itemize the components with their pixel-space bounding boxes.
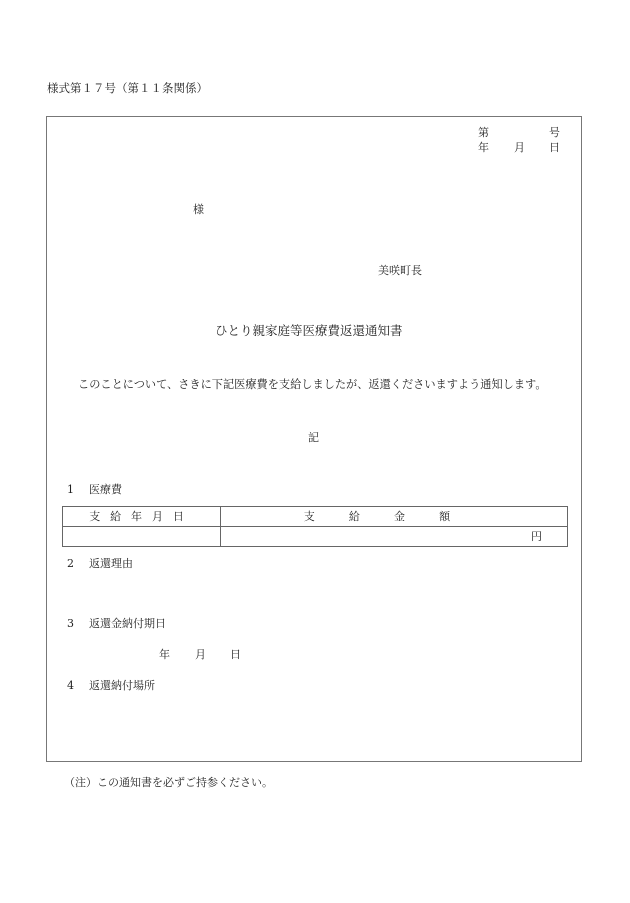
yen-unit: 円 <box>531 529 542 543</box>
due-date-year: 年 <box>159 648 170 661</box>
header-payment-amount: 支給金額 <box>221 507 568 527</box>
table-row <box>63 527 568 547</box>
section-4-label: 返還納付場所 <box>89 679 155 692</box>
section-2-label: 返還理由 <box>89 557 133 570</box>
number-suffix: 号 <box>549 126 560 139</box>
medical-expense-table <box>62 506 568 547</box>
issuer-name: 美咲町長 <box>378 264 422 277</box>
document-title: ひとり親家庭等医療費返還通知書 <box>215 323 403 338</box>
ki-label: 記 <box>308 431 319 444</box>
section-2-number: 2 <box>67 557 74 570</box>
footnote: （注）この通知書を必ずご持参ください。 <box>64 776 273 789</box>
due-date-day: 日 <box>230 648 241 661</box>
section-1-label: 医療費 <box>89 483 122 496</box>
payment-date-cell[interactable] <box>63 527 221 547</box>
section-3-number: 3 <box>67 617 74 630</box>
header-payment-date: 支給年月日 <box>63 507 221 527</box>
form-number: 様式第１７号（第１１条関係） <box>47 81 208 95</box>
section-4-number: 4 <box>67 679 74 692</box>
table-header-row <box>63 507 568 527</box>
payment-amount-cell[interactable] <box>221 527 568 547</box>
date-year: 年 <box>478 141 489 154</box>
recipient-honorific: 様 <box>193 203 204 216</box>
date-day: 日 <box>549 141 560 154</box>
section-3-label: 返還金納付期日 <box>89 617 166 630</box>
due-date-month: 月 <box>195 648 206 661</box>
section-1-number: 1 <box>67 483 74 496</box>
body-text: このことについて、さきに下記医療費を支給しましたが、返還くださいますよう通知します。 <box>78 378 547 391</box>
date-month: 月 <box>514 141 525 154</box>
number-prefix: 第 <box>478 126 489 139</box>
